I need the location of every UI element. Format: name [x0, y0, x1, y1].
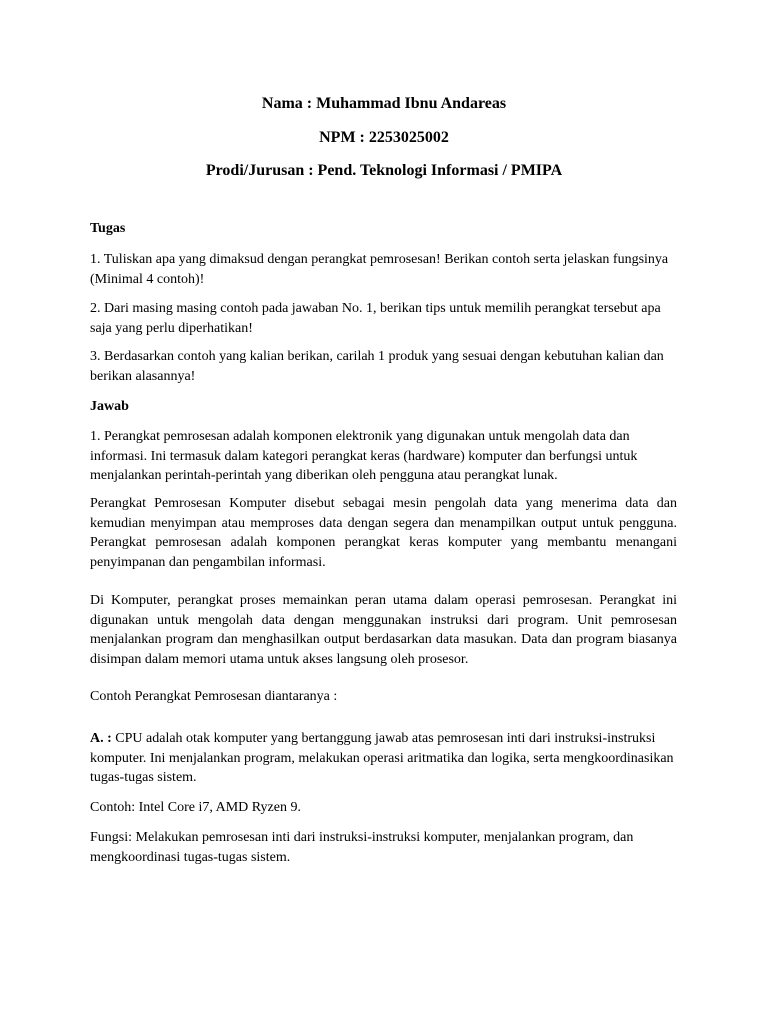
answer-paragraph-3: Di Komputer, perangkat proses memainkan peran utama dalam operasi pemrosesan. Perangkat ini digunakan untuk mengolah data dengan menggunakan instruksi dari program. Unit pemrosesan menjalankan program dan menghasilkan output berdasarkan data masukan. Data dan program biasanya disimpan dalam memori utama untuk akses langsung oleh prosesor.: [90, 593, 677, 667]
item-a-contoh: Contoh: Intel Core i7, AMD Ryzen 9.: [90, 800, 301, 815]
item-a-text: CPU adalah otak komputer yang bertanggung jawab atas pemrosesan inti dari instruksi-instruksi komputer. Ini menjalankan program, melakukan operasi aritmatika dan logika, serta mengkoordinasikan tugas-tugas sistem.: [90, 731, 674, 785]
tugas-question-1: 1. Tuliskan apa yang dimaksud dengan perangkat pemrosesan! Berikan contoh serta jelaskan fungsinya (Minimal 4 contoh)!: [90, 252, 669, 287]
contoh-intro: Contoh Perangkat Pemrosesan diantaranya :: [90, 689, 338, 704]
item-a: [90, 729, 677, 788]
jawab-heading: Jawab: [90, 399, 129, 414]
answer-paragraph-1: 1. Perangkat pemrosesan adalah komponen elektronik yang digunakan untuk mengolah data dan informasi. Ini termasuk dalam kategori perangkat keras (hardware) komputer dan berfungsi untuk menjalankan perintah-perintah yang diberikan oleh pengguna atau perangkat lunak.: [90, 429, 638, 483]
tugas-heading: Tugas: [90, 221, 126, 236]
answer-paragraph-2: Perangkat Pemrosesan Komputer disebut sebagai mesin pengolah data yang menerima data dan kemudian menyimpan atau memproses data dengan segera dan menampilkan output untuk pengguna. Perangkat pemrosesan adalah komponen perangkat keras komputer yang membantu menangani penyimpanan dan pengambilan informasi.: [90, 496, 677, 570]
student-name: Nama : Muhammad Ibnu Andareas: [261, 95, 507, 112]
item-a-label: A. :: [90, 731, 112, 746]
student-prodi: Prodi/Jurusan : Pend. Teknologi Informasi / PMIPA: [205, 162, 563, 179]
tugas-question-3: 3. Berdasarkan contoh yang kalian berikan, carilah 1 produk yang sesuai dengan kebutuhan kalian dan berikan alasannya!: [90, 349, 664, 384]
tugas-question-2: 2. Dari masing masing contoh pada jawaban No. 1, berikan tips untuk memilih perangkat tersebut apa saja yang perlu diperhatikan!: [90, 301, 661, 336]
student-npm: NPM : 2253025002: [319, 129, 449, 146]
item-a-fungsi: Fungsi: Melakukan pemrosesan inti dari instruksi-instruksi komputer, menjalankan program, dan mengkoordinasi tugas-tugas sistem.: [90, 830, 634, 865]
